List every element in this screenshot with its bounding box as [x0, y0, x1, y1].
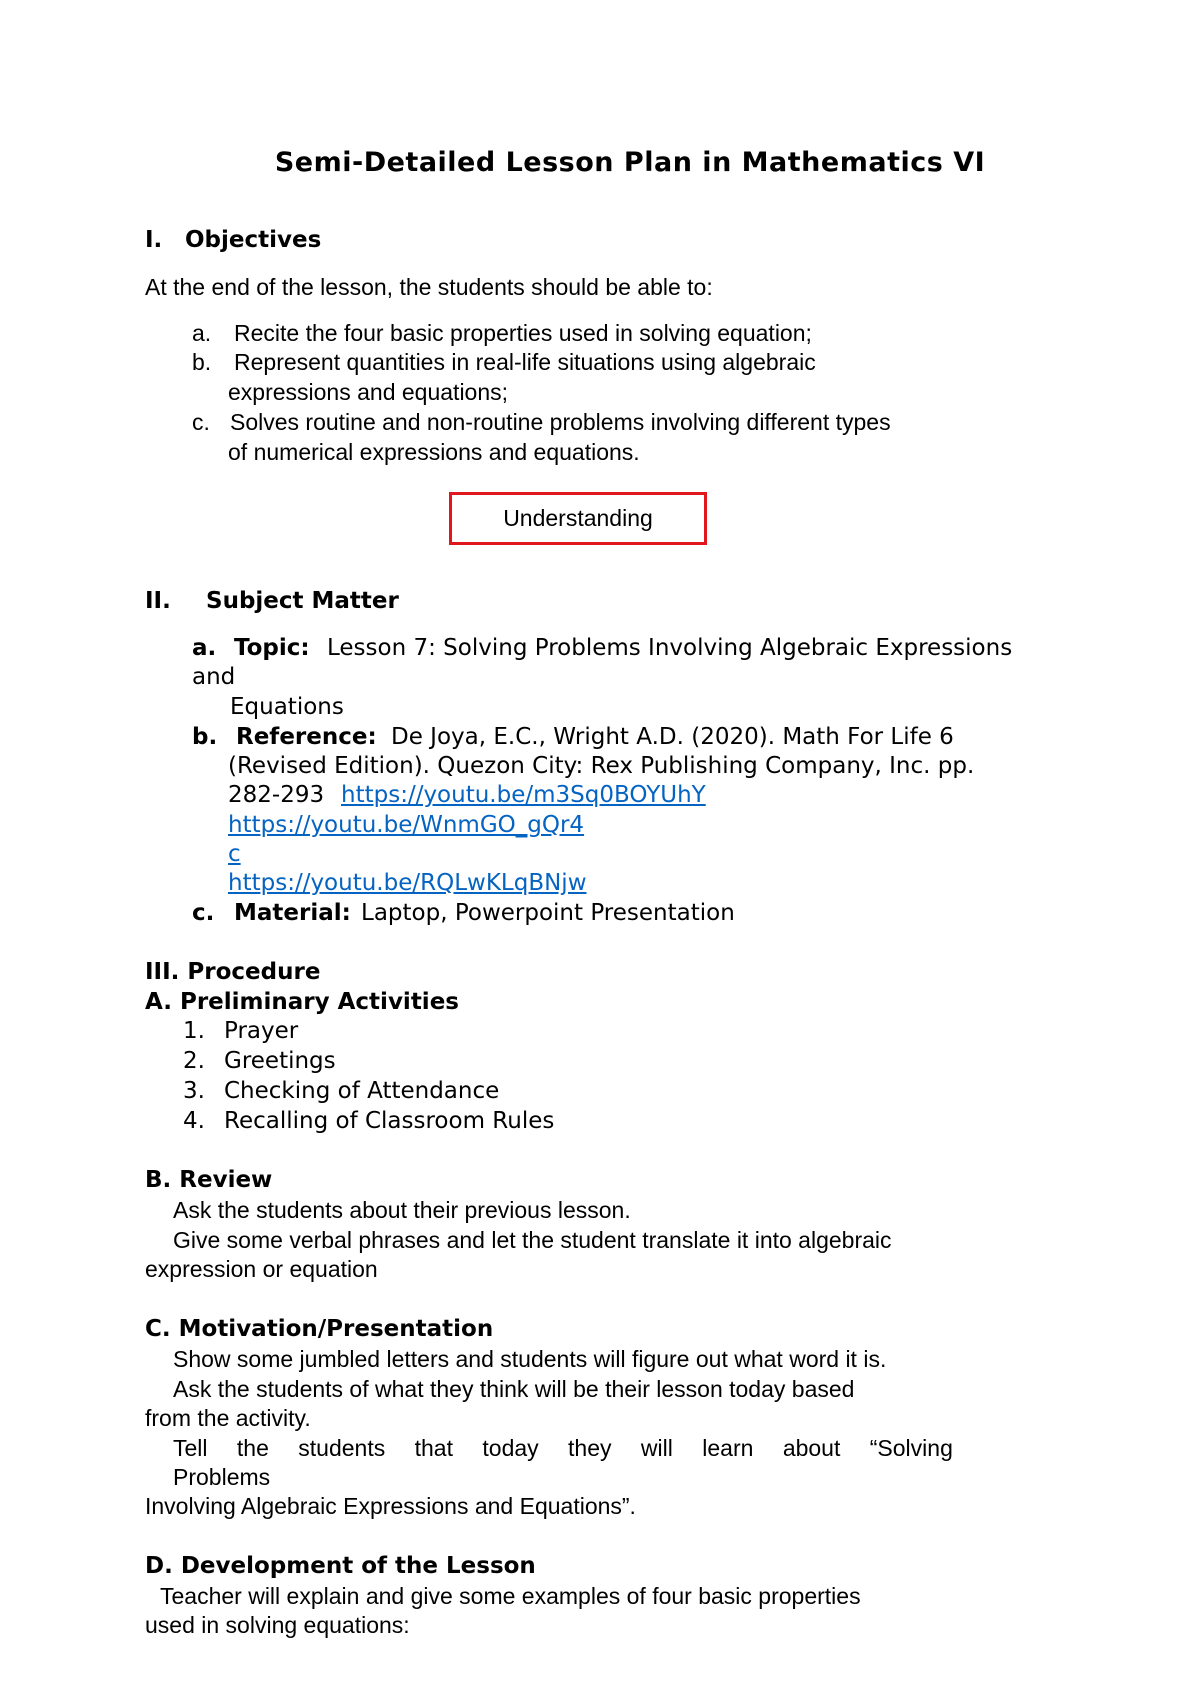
development-heading: D. Development of the Lesson [145, 1553, 536, 1579]
material-label: Material: [234, 900, 351, 926]
motivation-line-3: from the activity. [145, 1405, 311, 1431]
preliminary-item-3: Checking of Attendance [224, 1078, 500, 1104]
preliminary-item-4: Recalling of Classroom Rules [224, 1108, 555, 1134]
objective-marker-c: c. [192, 409, 210, 435]
video-link-2[interactable]: https://youtu.be/WnmGO_gQr4 [228, 812, 585, 838]
objectives-heading-number: I. [145, 227, 163, 253]
review-line-2: Give some verbal phrases and let the student translate it into algebraic [173, 1227, 892, 1253]
objective-item-b-line1: Represent quantities in real-life situations using algebraic [234, 349, 816, 375]
page-title: Semi-Detailed Lesson Plan in Mathematics VI [274, 147, 986, 178]
topic-text-line2: and [192, 664, 236, 690]
video-link-1[interactable]: https://youtu.be/m3Sq0BOYUhY [341, 782, 706, 808]
development-line-1: Teacher will explain and give some examples of four basic properties [160, 1583, 861, 1609]
preliminary-item-1: Prayer [224, 1018, 299, 1044]
objective-item-b-line2: expressions and equations; [228, 379, 509, 405]
motivation-word: today [482, 1435, 539, 1461]
reference-pages: 282-293 [228, 782, 325, 808]
video-link-2-continuation[interactable]: c [228, 841, 241, 867]
review-line-1: Ask the students about their previous lesson. [173, 1197, 631, 1223]
reference-label: Reference: [236, 724, 377, 750]
topic-text-line1: Lesson 7: Solving Problems Involving Algebraic Expressions [327, 635, 1013, 661]
review-line-3: expression or equation [145, 1256, 378, 1282]
motivation-word: that [414, 1435, 453, 1461]
motivation-word: students [298, 1435, 386, 1461]
subject-matter-heading-number: II. [145, 588, 171, 614]
objective-marker-a: a. [192, 320, 212, 346]
preliminary-num-3: 3. [183, 1078, 205, 1104]
objectives-intro: At the end of the lesson, the students should be able to: [145, 274, 713, 300]
motivation-word: “Solving [869, 1435, 953, 1461]
reference-text-line1: De Joya, E.C., Wright A.D. (2020). Math For Life 6 [391, 724, 954, 750]
procedure-heading: III. Procedure [145, 959, 321, 985]
review-heading: B. Review [145, 1167, 273, 1193]
objective-item-c-line2: of numerical expressions and equations. [228, 439, 640, 465]
motivation-line-2: Ask the students of what they think will be their lesson today based [173, 1376, 855, 1402]
motivation-word: will [640, 1435, 673, 1461]
motivation-word: they [568, 1435, 612, 1461]
motivation-line-1: Show some jumbled letters and students will figure out what word it is. [173, 1346, 887, 1372]
reference-marker: b. [192, 724, 218, 750]
objectives-heading: Objectives [185, 227, 322, 253]
preliminary-num-1: 1. [183, 1018, 205, 1044]
topic-marker: a. [192, 635, 217, 661]
topic-label: Topic: [234, 635, 310, 661]
motivation-word: learn [702, 1435, 754, 1461]
motivation-line-6: Involving Algebraic Expressions and Equations”. [145, 1493, 636, 1519]
video-link-3[interactable]: https://youtu.be/RQLwKLqBNjw [228, 870, 587, 896]
motivation-line-5: Problems [173, 1464, 271, 1490]
topic-text-line3: Equations [230, 694, 344, 720]
reference-text-line2: (Revised Edition). Quezon City: Rex Publishing Company, Inc. pp. [228, 753, 975, 779]
objective-item-a: Recite the four basic properties used in solving equation; [234, 320, 812, 346]
preliminary-num-2: 2. [183, 1048, 205, 1074]
understanding-domain-box: Understanding [449, 492, 707, 545]
motivation-word: Tell [173, 1435, 208, 1461]
motivation-heading: C. Motivation/Presentation [145, 1316, 494, 1342]
objective-item-c-line1: Solves routine and non-routine problems involving different types [230, 409, 891, 435]
preliminary-item-2: Greetings [224, 1048, 336, 1074]
preliminary-num-4: 4. [183, 1108, 205, 1134]
material-text: Laptop, Powerpoint Presentation [361, 900, 735, 926]
material-marker: c. [192, 900, 215, 926]
motivation-word: about [782, 1435, 841, 1461]
objective-marker-b: b. [192, 349, 212, 375]
motivation-word: the [236, 1435, 269, 1461]
motivation-line-4 [173, 1434, 953, 1463]
subject-matter-heading: Subject Matter [206, 588, 399, 614]
preliminary-activities-heading: A. Preliminary Activities [145, 989, 459, 1015]
development-line-2: used in solving equations: [145, 1612, 410, 1638]
